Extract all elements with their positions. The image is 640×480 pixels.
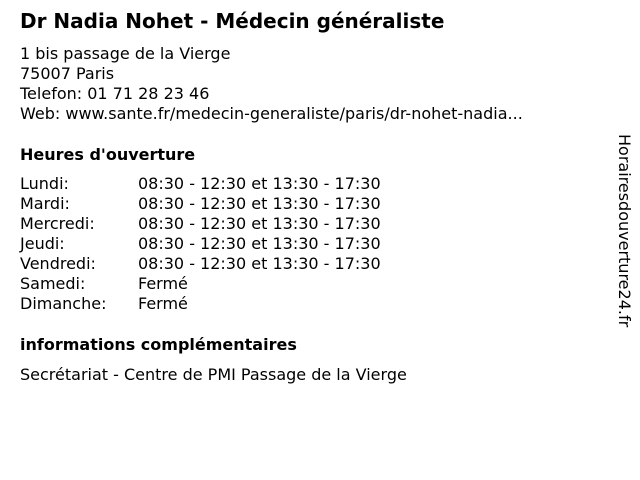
hours-value: 08:30 - 12:30 et 13:30 - 17:30 [138, 254, 381, 273]
hours-value: 08:30 - 12:30 et 13:30 - 17:30 [138, 194, 381, 213]
day-label: Mardi: [20, 194, 70, 213]
day-label: Lundi: [20, 174, 69, 193]
website-link[interactable]: Web: www.sante.fr/medecin-generaliste/paris/dr-nohet-nadia... [20, 104, 523, 123]
hours-value: 08:30 - 12:30 et 13:30 - 17:30 [138, 174, 381, 193]
page-title: Dr Nadia Nohet - Médecin généraliste [20, 9, 445, 33]
day-label: Samedi: [20, 274, 86, 293]
hours-value: 08:30 - 12:30 et 13:30 - 17:30 [138, 234, 381, 253]
address-city: 75007 Paris [20, 64, 115, 83]
day-label: Vendredi: [20, 254, 96, 273]
hours-value: Fermé [138, 274, 188, 293]
day-label: Mercredi: [20, 214, 95, 233]
contact-block [20, 44, 523, 124]
additional-info-text: Secrétariat - Centre de PMI Passage de la Vierge [20, 365, 407, 384]
hours-value: Fermé [138, 294, 188, 313]
opening-hours-heading: Heures d'ouverture [20, 145, 196, 164]
hours-value: 08:30 - 12:30 et 13:30 - 17:30 [138, 214, 381, 233]
site-watermark: Horairesdouverture24.fr [615, 134, 634, 328]
additional-info-heading: informations complémentaires [20, 335, 297, 354]
phone-number[interactable]: Telefon: 01 71 28 23 46 [20, 84, 210, 103]
day-label: Dimanche: [20, 294, 107, 313]
address-street: 1 bis passage de la Vierge [20, 44, 231, 63]
day-label: Jeudi: [20, 234, 65, 253]
